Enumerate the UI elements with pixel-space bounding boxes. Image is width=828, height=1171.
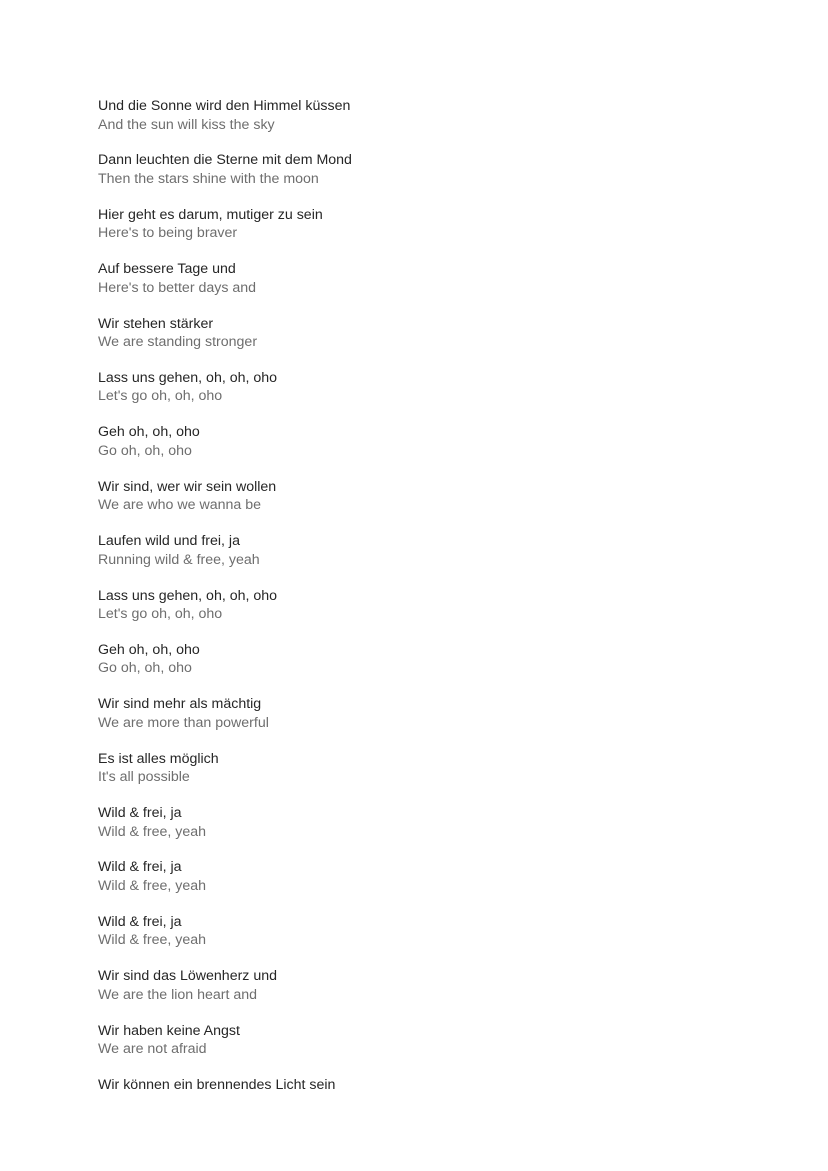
lyric-translation-line: We are standing stronger (98, 334, 258, 351)
lyric-verse (98, 913, 738, 967)
lyric-original-line: Es ist alles möglich (98, 750, 219, 767)
lyric-translation-line: Let's go oh, oh, oho (98, 606, 223, 623)
lyric-verse (98, 423, 738, 477)
lyric-verse (98, 967, 738, 1021)
lyric-verse (98, 478, 738, 532)
lyric-verse (98, 587, 738, 641)
lyrics-list (98, 97, 738, 1130)
lyric-original-line: Wir sind, wer wir sein wollen (98, 478, 277, 495)
lyric-original-line: Wild & frei, ja (98, 805, 182, 822)
lyric-original-line: Wir sind das Löwenherz und (98, 968, 278, 985)
lyric-verse (98, 532, 738, 586)
lyric-translation-line: Wild & free, yeah (98, 823, 207, 840)
lyric-original-line: Wild & frei, ja (98, 859, 182, 876)
lyric-translation-line: We are not afraid (98, 1041, 207, 1058)
lyric-original-line: Wir können ein brennendes Licht sein (98, 1077, 336, 1094)
lyric-translation-line: We are the lion heart and (98, 986, 258, 1003)
lyric-translation-line: We are more than powerful (98, 714, 269, 731)
lyric-verse (98, 804, 738, 858)
lyric-translation-line: Go oh, oh, oho (98, 442, 192, 459)
lyric-verse (98, 858, 738, 912)
lyric-translation-line: Then the stars shine with the moon (98, 170, 319, 187)
lyric-verse (98, 151, 738, 205)
lyric-translation-line: Let's go oh, oh, oho (98, 388, 223, 405)
lyric-original-line: Geh oh, oh, oho (98, 424, 200, 441)
lyric-original-line: Auf bessere Tage und (98, 261, 236, 278)
lyric-verse (98, 750, 738, 804)
lyric-translation-line: And the sun will kiss the sky (98, 116, 275, 133)
lyric-original-line: Lass uns gehen, oh, oh, oho (98, 369, 278, 386)
lyric-verse (98, 641, 738, 695)
lyric-translation-line: Here's to better days and (98, 279, 257, 296)
lyric-original-line: Laufen wild und frei, ja (98, 533, 240, 550)
lyric-translation-line: Running wild & free, yeah (98, 551, 260, 568)
lyric-verse (98, 315, 738, 369)
lyric-translation-line: Go oh, oh, oho (98, 660, 192, 677)
lyric-verse (98, 97, 738, 151)
lyric-verse (98, 206, 738, 260)
lyric-original-line: Geh oh, oh, oho (98, 641, 200, 658)
lyric-translation-line: We are who we wanna be (98, 497, 261, 514)
lyric-original-line: Wild & frei, ja (98, 913, 182, 930)
lyric-translation-line: Wild & free, yeah (98, 877, 207, 894)
lyric-verse (98, 1076, 738, 1130)
lyric-original-line: Wir sind mehr als mächtig (98, 696, 262, 713)
lyric-translation-line: It's all possible (98, 769, 190, 786)
lyric-original-line: Dann leuchten die Sterne mit dem Mond (98, 152, 352, 169)
lyric-verse (98, 1022, 738, 1076)
lyric-original-line: Lass uns gehen, oh, oh, oho (98, 587, 278, 604)
lyric-original-line: Hier geht es darum, mutiger zu sein (98, 206, 323, 223)
lyric-translation-line: Here's to being braver (98, 225, 238, 242)
lyric-verse (98, 695, 738, 749)
lyric-original-line: Und die Sonne wird den Himmel küssen (98, 98, 351, 114)
lyric-verse (98, 260, 738, 314)
lyric-original-line: Wir haben keine Angst (98, 1022, 240, 1039)
lyric-original-line: Wir stehen stärker (98, 315, 214, 332)
lyric-verse (98, 369, 738, 423)
lyric-translation-line: Wild & free, yeah (98, 932, 207, 949)
